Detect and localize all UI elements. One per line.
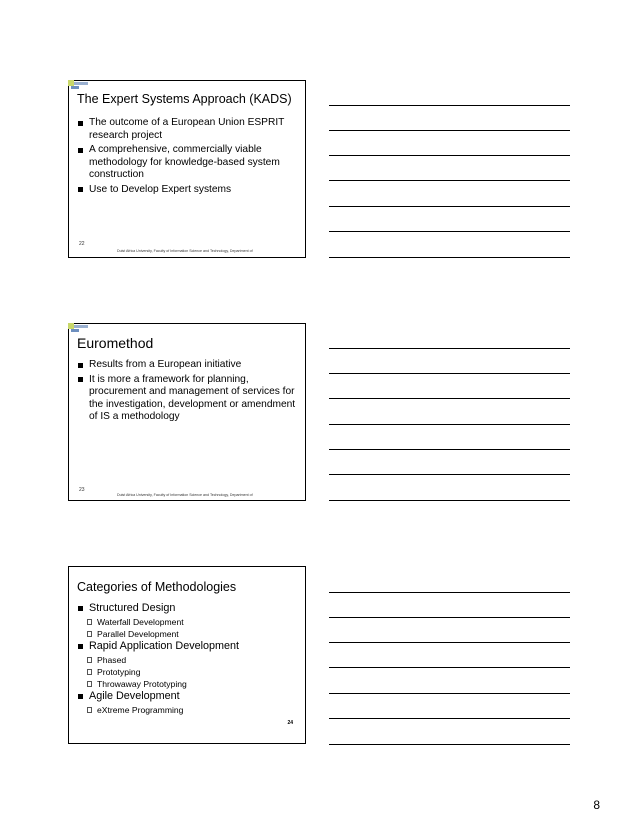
- bullet-list: [77, 359, 297, 426]
- note-line: [329, 398, 570, 399]
- slide-footer: Duist Africa University, Faculty of Information Science and Technology, Department of: [117, 493, 253, 497]
- sub-bullet-item: Prototyping: [77, 666, 297, 678]
- note-line: [329, 449, 570, 450]
- note-line: [329, 105, 570, 106]
- bullet-item: The outcome of a European Union ESPRIT research project: [77, 117, 297, 142]
- note-line: [329, 592, 570, 593]
- note-line: [329, 500, 570, 501]
- slide-22: [68, 80, 306, 258]
- sub-bullet-item: Phased: [77, 654, 297, 666]
- note-line: [329, 257, 570, 258]
- square-bullet-icon: [78, 148, 83, 153]
- square-bullet-icon: [78, 187, 83, 192]
- sub-bullet-item: eXtreme Programming: [77, 704, 297, 716]
- slide-footer: Duist Africa University, Faculty of Information Science and Technology, Department of: [117, 249, 253, 253]
- hollow-box-bullet-icon: [87, 669, 92, 675]
- square-bullet-icon: [78, 694, 83, 699]
- note-line: [329, 206, 570, 207]
- note-line: [329, 667, 570, 668]
- square-bullet-icon: [78, 363, 83, 368]
- note-line: [329, 424, 570, 425]
- note-line: [329, 348, 570, 349]
- note-line: [329, 617, 570, 618]
- bullet-item: Agile Development: [77, 690, 297, 703]
- square-bullet-icon: [78, 121, 83, 126]
- note-line: [329, 130, 570, 131]
- slide-number: 23: [79, 487, 85, 493]
- sub-bullet-item: Parallel Development: [77, 628, 297, 640]
- slide-corner-decoration: [68, 80, 88, 90]
- note-line: [329, 373, 570, 374]
- note-line: [329, 718, 570, 719]
- bullet-item: Use to Develop Expert systems: [77, 184, 297, 197]
- bullet-list: [77, 117, 297, 198]
- page-number: 8: [593, 798, 600, 812]
- slide-corner-decoration: [68, 323, 88, 333]
- slide-number: 22: [79, 241, 85, 247]
- note-line: [329, 180, 570, 181]
- bullet-item: It is more a framework for planning, procurement and management of services for the investigation, development or amendment of IS a methodology: [77, 374, 297, 424]
- hollow-box-bullet-icon: [87, 619, 92, 625]
- hollow-box-bullet-icon: [87, 631, 92, 637]
- bullet-item: A comprehensive, commercially viable methodology for knowledge-based system construction: [77, 144, 297, 182]
- square-bullet-icon: [78, 377, 83, 382]
- bullet-item: Results from a European initiative: [77, 359, 297, 372]
- hollow-box-bullet-icon: [87, 657, 92, 663]
- bullet-item: Rapid Application Development: [77, 640, 297, 653]
- slide-title: The Expert Systems Approach (KADS): [77, 92, 292, 106]
- slide-number: 24: [287, 720, 293, 726]
- square-bullet-icon: [78, 644, 83, 649]
- note-line: [329, 642, 570, 643]
- slide-title: Euromethod: [77, 335, 154, 351]
- slide-24: [68, 566, 306, 744]
- bullet-item: Structured Design: [77, 602, 297, 615]
- square-bullet-icon: [78, 606, 83, 611]
- note-line: [329, 693, 570, 694]
- bullet-list: [77, 602, 297, 716]
- slide-title: Categories of Methodologies: [77, 580, 237, 594]
- hollow-box-bullet-icon: [87, 681, 92, 687]
- hollow-box-bullet-icon: [87, 707, 92, 713]
- slide-23: [68, 323, 306, 501]
- note-line: [329, 744, 570, 745]
- note-line: [329, 474, 570, 475]
- sub-bullet-item: Waterfall Development: [77, 616, 297, 628]
- sub-bullet-item: Throwaway Prototyping: [77, 678, 297, 690]
- note-line: [329, 155, 570, 156]
- note-line: [329, 231, 570, 232]
